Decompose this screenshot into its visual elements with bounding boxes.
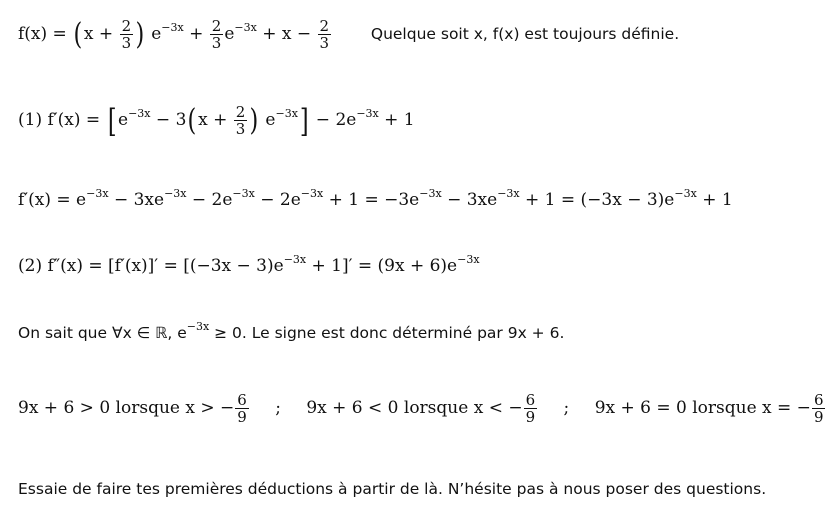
fraction-2-3: $\frac{2}{3}$ [121, 17, 132, 52]
equation-second-derivative: (2) $f''(x) = [f'(x)]' = [(-3x - 3)e^{-3x} + 1]' = (9x + 6)e^{-3x}$ [18, 253, 480, 276]
sign-statement: On sait que ∀x ∈ ℝ, $e^{-3x} \ge 0$. Le signe est donc déterminé par 9x + 6. [18, 320, 565, 342]
equation-f-definition: f(x) = (x + $\frac{2}{3}$ ) $e^{-3x}$ + $\frac{2}{3}$ $e^{-3x} + x$ − $\frac{2}{3}$ Quelque soit x, f(x) est toujours définie. [18, 16, 680, 52]
equation-first-derivative-expanded: $f'(x) = e^{-3x} - 3xe^{-3x} - 2e^{-3x} - 2e^{-3x} + 1 = -3e^{-3x} - 3xe^{-3x} + 1 = (-3x - 3)e^{-3x} + 1$ [18, 187, 733, 210]
right-paren: ) [135, 16, 145, 52]
derivative-label: (1) f′(x) = [18, 110, 106, 130]
term-x-plus: x + [83, 24, 119, 44]
definition-note: Quelque soit x, f(x) est toujours définie. [370, 25, 680, 43]
case-positive: 9x + 6 > 0 lorsque x > − [18, 398, 235, 418]
left-paren: ( [73, 16, 83, 52]
equation-first-derivative: (1) f′(x) = [ $e^{-3x} - 3(x$ + $\frac{2}{3}$ ) $e^{-3x}] - 2e^{-3x} + 1$ [18, 101, 415, 140]
case-negative: 9x + 6 < 0 lorsque x < − [306, 398, 523, 418]
fraction-2-3-third: $\frac{2}{3}$ [319, 17, 330, 52]
case-zero: 9x + 6 = 0 lorsque x = − [594, 398, 811, 418]
f-lhs: f(x) = [18, 24, 73, 44]
sign-cases: 9x + 6 > 0 lorsque x > − $\frac{6}{9}$ ; 9x + 6 < 0 lorsque x < − $\frac{6}{9}$ ; 9x + 6 = 0 lorsque x = − $\frac{6}{9}$ [18, 391, 824, 426]
fraction-2-3-second: $\frac{2}{3}$ [211, 17, 222, 52]
closing-advice: Essaie de faire tes premières déductions à partir de là. N’hésite pas à nous poser des questions. [18, 480, 767, 498]
fraction-2-3-deriv: $\frac{2}{3}$ [235, 103, 246, 138]
